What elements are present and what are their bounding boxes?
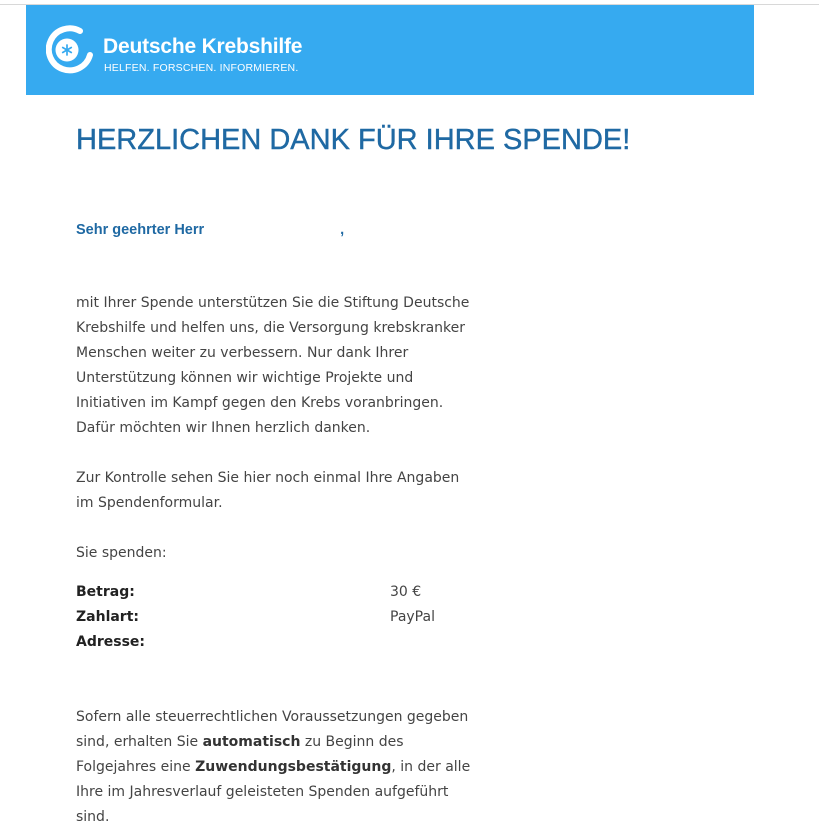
email-header-banner (26, 5, 754, 95)
tax-note-text-3: , in der alle Ihre im Jahresverlauf geleisteten Spenden aufgeführt sind. (76, 759, 471, 825)
tax-note-text-1: Sofern alle steuerrechtlichen Voraussetzungen gegeben sind, erhalten Sie (76, 709, 469, 750)
salutation-comma: , (340, 222, 345, 238)
donation-details (76, 580, 556, 655)
payment-label: Zahlart: (76, 609, 140, 625)
donation-intro: Sie spenden: (76, 545, 167, 561)
detail-row-address (76, 630, 556, 655)
payment-value: PayPal (390, 609, 435, 625)
tax-note-text-2: zu Beginn des Folgejahres eine (76, 734, 404, 775)
amount-label: Betrag: (76, 584, 135, 600)
salutation-greeting: Sehr geehrter Herr (76, 222, 205, 238)
brand-name: Deutsche Krebshilfe (103, 35, 303, 58)
detail-row-payment (76, 605, 556, 630)
tax-note-bold-automatic: automatisch (202, 734, 301, 750)
deutsche-krebshilfe-logo-icon (46, 25, 96, 75)
page-title: HERZLICHEN DANK FÜR IHRE SPENDE! (76, 124, 631, 156)
tax-note-paragraph (76, 705, 474, 830)
brand-claim: HELFEN. FORSCHEN. INFORMIEREN. (104, 62, 299, 74)
salutation (76, 222, 344, 238)
address-label: Adresse: (76, 634, 146, 650)
tax-note-bold-receipt: Zuwendungsbestätigung (195, 759, 392, 775)
detail-row-amount (76, 580, 556, 605)
amount-value: 30 € (390, 584, 422, 600)
control-paragraph: Zur Kontrolle sehen Sie hier noch einmal Ihre Angaben im Spendenformular. (76, 470, 460, 511)
intro-paragraph: mit Ihrer Spende unterstützen Sie die Stiftung Deutsche Krebshilfe und helfen uns, die Versorgung krebskranker Menschen weiter zu verbessern. Nur dank Ihrer Unterstützung können wir wichtige Projekte und Initiativen im Kampf gegen den Krebs voranbringen. Dafür möchten wir Ihnen herzlich danken. (76, 295, 470, 436)
